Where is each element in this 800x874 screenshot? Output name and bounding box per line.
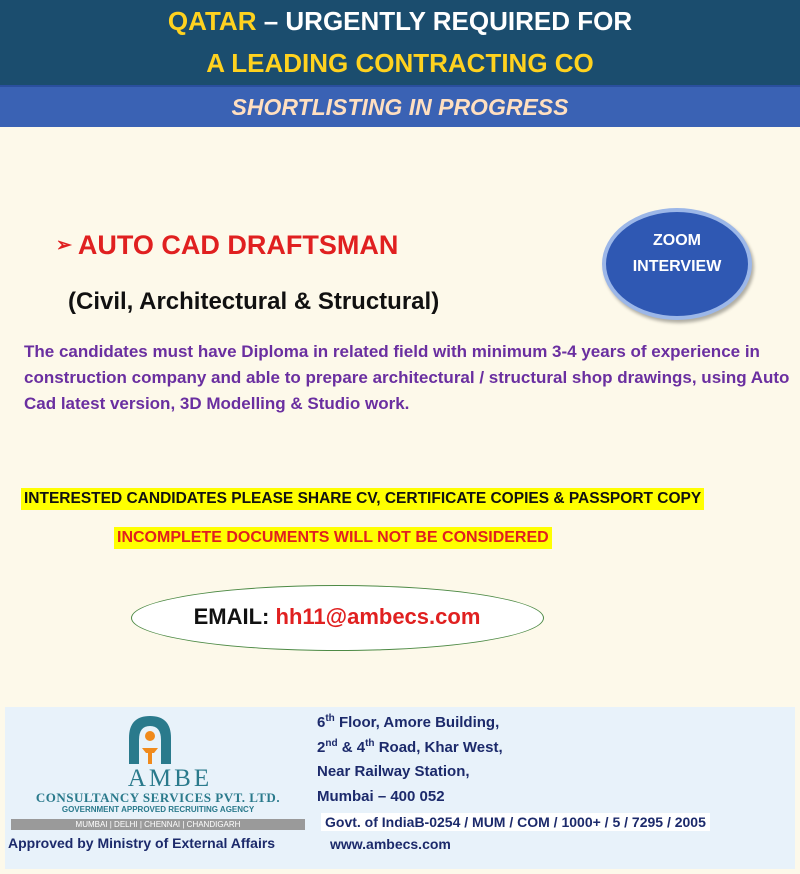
header-country: QATAR [167, 6, 257, 36]
email-oval [131, 585, 544, 651]
address-line-4: Mumbai – 400 052 [317, 788, 445, 805]
incomplete-documents-notice: INCOMPLETE DOCUMENTS WILL NOT BE CONSIDERED [114, 527, 552, 549]
header-line-2: A LEADING CONTRACTING CO [206, 48, 594, 78]
header-dash: – [256, 6, 286, 36]
office-cities: MUMBAI | DELHI | CHENNAI | CHANDIGARH [11, 819, 305, 830]
share-documents-notice: INTERESTED CANDIDATES PLEASE SHARE CV, CERTIFICATE COPIES & PASSPORT COPY [21, 488, 704, 510]
arrow-bullet-icon: ➢ [56, 235, 72, 256]
job-subtitle: (Civil, Architectural & Structural) [68, 288, 440, 315]
job-description: The candidates must have Diploma in related field with minimum 3-4 years of experience in construction company and able to prepare architectural / structural shop drawings, using Auto Cad latest version, 3D Modelling & Studio work. [24, 342, 790, 413]
address-line-3: Near Railway Station, [317, 763, 470, 780]
email-link[interactable]: hh11@ambecs.com [275, 604, 481, 629]
government-registration: Govt. of IndiaB-0254 / MUM / COM / 1000+ / 5 / 7295 / 2005 [321, 813, 710, 831]
company-name: CONSULTANCY SERVICES PVT. LTD. [35, 790, 281, 805]
zoom-badge-line-2: INTERVIEW [632, 258, 722, 275]
ambe-logo-icon [123, 712, 177, 768]
header-line-1-text: URGENTLY REQUIRED FOR [285, 6, 633, 36]
approval-note: Approved by Ministry of External Affairs [8, 835, 276, 851]
address-line-2: 2nd & 4th Road, Khar West, [317, 738, 503, 756]
header-line-1 [0, 6, 800, 37]
email-line [132, 604, 542, 630]
website-link[interactable]: www.ambecs.com [330, 836, 451, 852]
address-line-1: 6th Floor, Amore Building, [317, 713, 500, 731]
footer-contact-block [5, 707, 795, 869]
shortlisting-text: SHORTLISTING IN PROGRESS [231, 94, 569, 120]
agency-tagline: GOVERNMENT APPROVED RECRUITING AGENCY [61, 805, 255, 814]
zoom-interview-badge [602, 208, 752, 320]
header-banner [0, 0, 800, 85]
logo-wordmark: AMBE [127, 765, 213, 792]
job-title [56, 230, 398, 261]
zoom-badge-line-1: ZOOM [653, 232, 701, 249]
shortlisting-band [0, 85, 800, 127]
job-title-text: AUTO CAD DRAFTSMAN [77, 230, 399, 260]
email-label: EMAIL: [193, 604, 270, 629]
